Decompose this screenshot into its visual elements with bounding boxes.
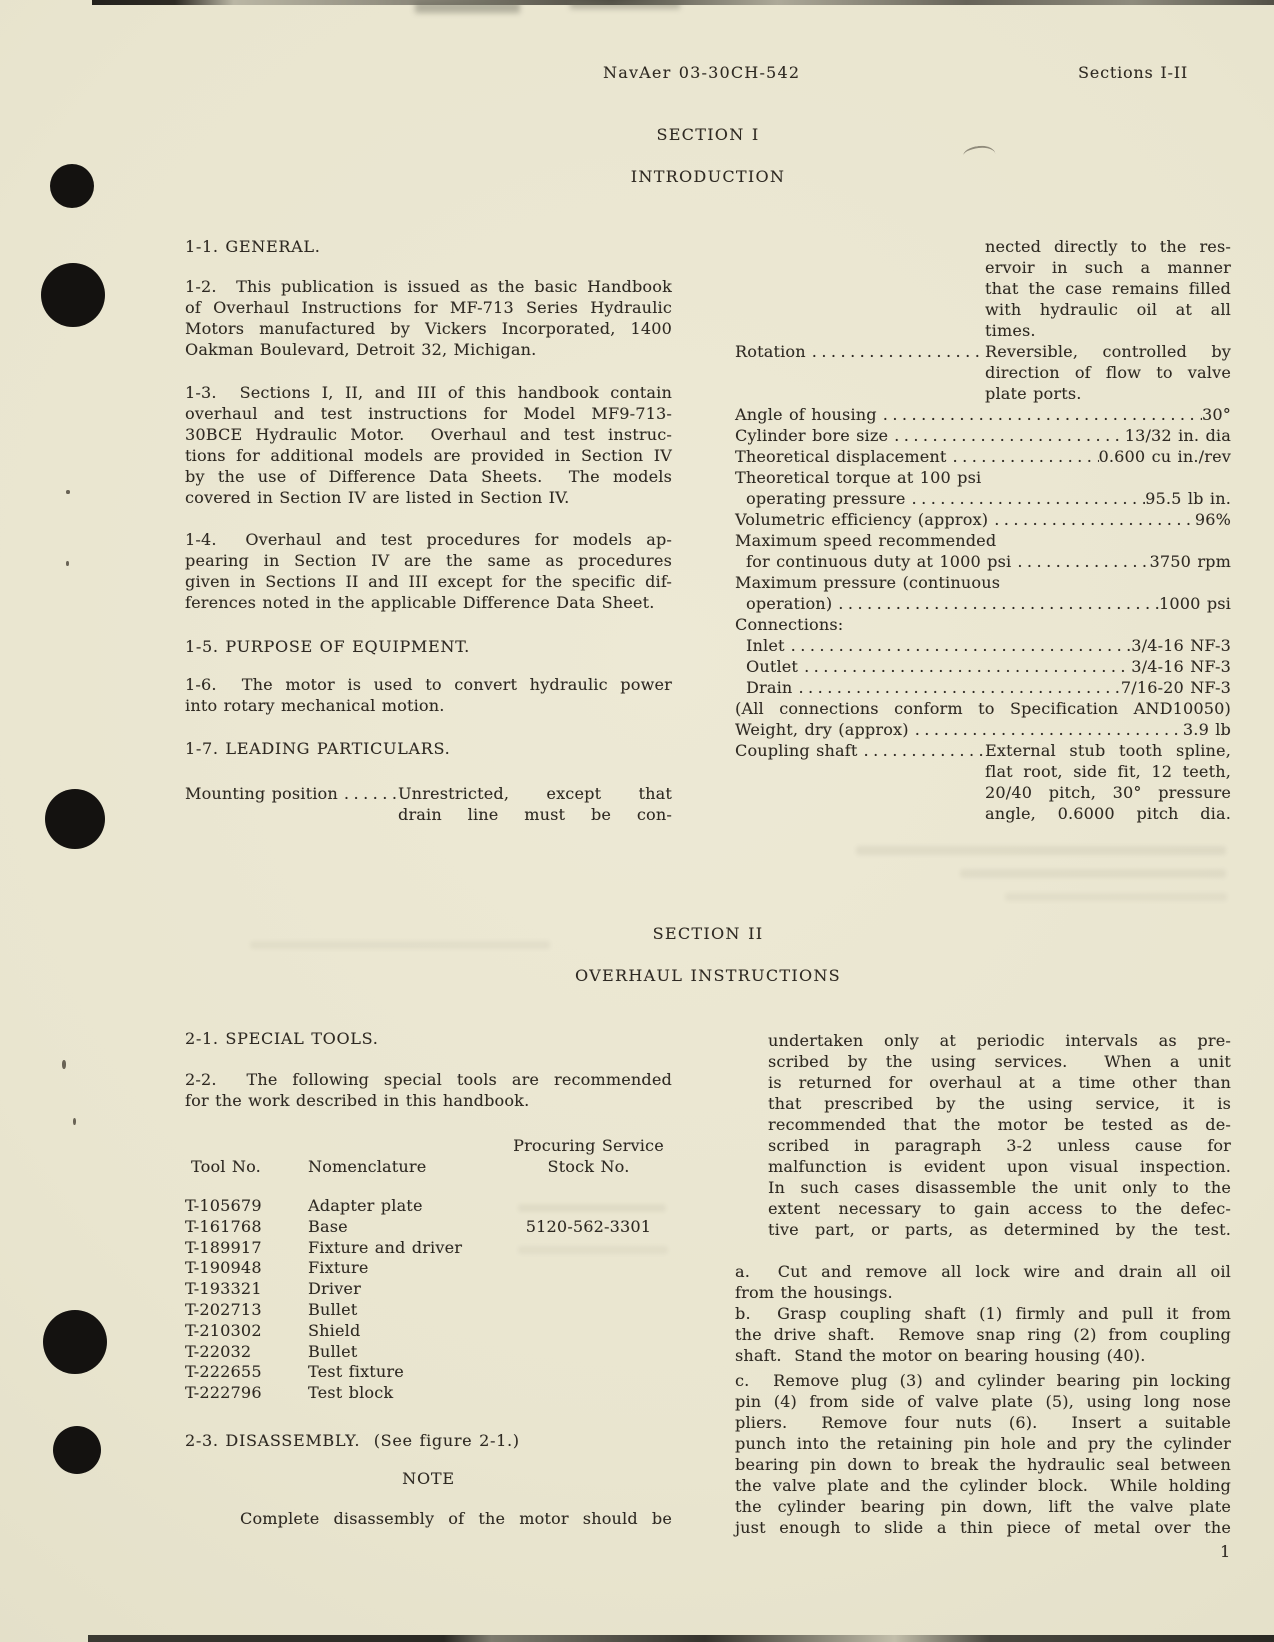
- text-line: scribed by the using services. When a unit: [768, 1052, 1231, 1071]
- text-line: is returned for overhaul at a time other than: [768, 1073, 1231, 1092]
- text-line: angle, 0.6000 pitch dia.: [985, 804, 1231, 823]
- spec-value: 1000 psi: [1159, 594, 1231, 613]
- tool-number-cell: T-222655: [185, 1362, 262, 1382]
- column-header-nomenclature: Nomenclature: [308, 1157, 427, 1176]
- text-line: given in Sections II and III except for the specific dif-: [185, 572, 672, 591]
- paragraph-1-2: [185, 276, 672, 360]
- spec-row: [735, 488, 1231, 509]
- heading-2-1-special-tools: 2-1. SPECIAL TOOLS.: [185, 1029, 379, 1048]
- tool-row: [185, 1196, 672, 1217]
- spec-label: Volumetric efficiency (approx): [735, 510, 989, 529]
- spec-label: Theoretical torque at 100 psi: [735, 468, 982, 487]
- spec-row: [735, 530, 1231, 551]
- scan-smudge: [570, 0, 680, 9]
- stock-number-cell: [505, 1279, 672, 1300]
- text-line: c. Remove plug (3) and cylinder bearing pin locking: [735, 1371, 1231, 1390]
- tool-row: [185, 1383, 672, 1404]
- dot-leader: [858, 740, 986, 761]
- text-line: Reversible, controlled by: [985, 342, 1231, 361]
- tool-row: [185, 1238, 672, 1259]
- text-line: covered in Section IV are listed in Section IV.: [185, 488, 570, 507]
- dot-leader: [888, 425, 1125, 446]
- spec-value: 96%: [1194, 510, 1231, 529]
- text-line: ervoir in such a manner: [985, 258, 1231, 277]
- nomenclature-cell: Fixture: [308, 1258, 369, 1278]
- tool-row: [185, 1217, 672, 1238]
- paragraph-2-2: [185, 1069, 672, 1111]
- spec-label: operation): [746, 594, 833, 613]
- nomenclature-cell: Test block: [308, 1383, 394, 1403]
- spec-row: [735, 572, 1231, 593]
- hole-punch-dot: [45, 789, 105, 849]
- spec-value-block: [985, 740, 1231, 824]
- dot-leader: [909, 719, 1183, 740]
- text-line: that the case remains filled: [985, 279, 1231, 298]
- heading-2-3-disassembly: 2-3. DISASSEMBLY. (See figure 2-1.): [185, 1430, 520, 1450]
- column-header-stock-no: Stock No.: [547, 1157, 630, 1176]
- ink-speck: [66, 490, 70, 494]
- text-line: ferences noted in the applicable Difference Data Sheet.: [185, 593, 655, 612]
- spec-label: Maximum speed recommended: [735, 531, 997, 550]
- spec-row: [735, 656, 1231, 677]
- text-line: the cylinder bearing pin down, lift the valve plate: [735, 1497, 1231, 1516]
- text-line: 1-3. Sections I, II, and III of this handbook contain: [185, 383, 672, 402]
- spec-row: [735, 719, 1231, 740]
- nomenclature-cell: Base: [308, 1216, 348, 1236]
- spec-row: [735, 404, 1231, 425]
- section1-title: SECTION I: [656, 125, 760, 144]
- dot-leader: [988, 509, 1195, 530]
- spec-value: 3/4-16 NF-3: [1131, 657, 1231, 676]
- tool-number-cell: T-202713: [185, 1299, 262, 1319]
- text-line: plate ports.: [985, 384, 1082, 403]
- dot-leader: [877, 404, 1202, 425]
- section2-left-column: [185, 1028, 672, 1529]
- tool-number-cell: T-105679: [185, 1196, 262, 1215]
- page-number: 1: [1220, 1542, 1231, 1561]
- tool-number-cell: T-22032: [185, 1341, 252, 1361]
- scan-smudge: [415, 1, 520, 13]
- text-line: recommended that the motor be tested as de-: [768, 1115, 1231, 1134]
- nomenclature-cell: Fixture and driver: [308, 1237, 463, 1257]
- spec-label: Maximum pressure (continuous: [735, 573, 1001, 592]
- section1-right-column: [735, 236, 1231, 824]
- dot-leader: [832, 593, 1159, 614]
- dot-leader: [798, 656, 1131, 677]
- mounting-continuation: [985, 236, 1231, 341]
- spec-row: [735, 509, 1231, 530]
- doc-number: NavAer 03-30CH-542: [603, 63, 801, 82]
- text-line: Motors manufactured by Vickers Incorporated, 1400: [185, 319, 672, 338]
- stock-number-cell: [505, 1321, 672, 1342]
- text-line: tive part, or parts, as determined by the test.: [768, 1220, 1231, 1239]
- section2-subtitle: OVERHAUL INSTRUCTIONS: [575, 966, 841, 985]
- column-header-tool-no: Tool No.: [191, 1157, 261, 1176]
- heading-1-1-general: 1-1. GENERAL.: [185, 237, 321, 256]
- text-line: times.: [985, 321, 1036, 340]
- text-line: 2-2. The following special tools are recommended: [185, 1070, 672, 1089]
- text-line: that prescribed by the using service, it is: [768, 1094, 1231, 1113]
- tool-row: [185, 1279, 672, 1300]
- table-header-procuring-service: Procuring Service: [513, 1136, 664, 1155]
- spec-label: Theoretical displacement: [735, 447, 947, 466]
- scan-bottom-edge: [88, 1635, 1274, 1642]
- stock-number-cell: 5120-562-3301: [525, 1216, 652, 1236]
- spec-value: 30°: [1202, 405, 1231, 424]
- nomenclature-cell: Test fixture: [308, 1362, 404, 1382]
- sections-label: Sections I-II: [1078, 63, 1188, 82]
- tool-row: [185, 1362, 672, 1383]
- text-line: b. Grasp coupling shaft (1) firmly and pull it from: [735, 1304, 1231, 1323]
- heading-1-5-purpose: 1-5. PURPOSE OF EQUIPMENT.: [185, 637, 470, 656]
- spec-label: Angle of housing: [735, 405, 877, 424]
- hole-punch-dot: [41, 263, 105, 327]
- stock-number-cell: [505, 1362, 672, 1383]
- spec-value: 13/32 in. dia: [1124, 426, 1231, 445]
- mounting-position-entry: [185, 783, 672, 825]
- text-line: 1-4. Overhaul and test procedures for models ap-: [185, 530, 672, 549]
- note-label: NOTE: [402, 1468, 455, 1488]
- paragraph-1-6: [185, 674, 672, 716]
- text-line: drain line must be con-: [398, 805, 672, 824]
- scan-top-edge: [92, 0, 1274, 5]
- spec-row: [735, 551, 1231, 572]
- tool-row: [185, 1300, 672, 1321]
- section2-title: SECTION II: [652, 924, 764, 943]
- stock-number-cell: [505, 1300, 672, 1321]
- spec-label: Cylinder bore size: [735, 426, 889, 445]
- text-line: shaft. Stand the motor on bearing housing (40).: [735, 1346, 1146, 1365]
- stock-number-cell: [505, 1342, 672, 1363]
- bleed-through: [856, 846, 1226, 855]
- spec-value-block: [398, 783, 672, 825]
- text-line: overhaul and test instructions for Model MF9-713-: [185, 404, 672, 423]
- spec-label: Mounting position: [185, 784, 338, 803]
- spec-label: Coupling shaft: [735, 741, 858, 760]
- ink-speck: [73, 1118, 76, 1125]
- rotation-entry: [735, 341, 1231, 404]
- spec-value: 95.5 lb in.: [1145, 489, 1231, 508]
- spec-row: [735, 698, 1231, 719]
- text-line: pliers. Remove four nuts (6). Insert a suitable: [735, 1413, 1231, 1432]
- text-line: of Overhaul Instructions for MF-713 Series Hydraulic: [185, 298, 672, 317]
- tool-number-cell: T-193321: [185, 1279, 262, 1299]
- text-line: tions for additional models are provided in Section IV: [185, 446, 672, 465]
- tools-table-header-row: [185, 1156, 672, 1177]
- nomenclature-cell: Adapter plate: [308, 1196, 423, 1215]
- text-line: just enough to slide a thin piece of metal over the: [735, 1518, 1231, 1537]
- text-line: In such cases disassemble the unit only to the: [768, 1178, 1231, 1197]
- text-line: pin (4) from side of valve plate (5), using long nose: [735, 1392, 1231, 1411]
- tool-number-cell: T-190948: [185, 1258, 262, 1278]
- nomenclature-cell: Bullet: [308, 1341, 358, 1361]
- text-line: pearing in Section IV are the same as procedures: [185, 551, 672, 570]
- spec-row: [735, 425, 1231, 446]
- spec-label: Connections:: [735, 615, 844, 634]
- text-line: direction of flow to valve: [985, 363, 1231, 382]
- dot-leader: [906, 488, 1146, 509]
- text-line: flat root, side fit, 12 teeth,: [985, 762, 1231, 781]
- spec-value: 3.9 lb: [1182, 720, 1231, 739]
- text-line: by the use of Difference Data Sheets. The models: [185, 467, 672, 486]
- tool-number-cell: T-161768: [185, 1216, 262, 1236]
- tool-row: [185, 1258, 672, 1279]
- tool-number-cell: T-189917: [185, 1237, 262, 1257]
- leading-particulars-list: [735, 404, 1231, 740]
- tools-table-body: [185, 1196, 672, 1404]
- stock-number-cell: [505, 1383, 672, 1404]
- note-first-line: Complete disassembly of the motor should be: [240, 1508, 672, 1528]
- text-line: malfunction is evident upon visual inspection.: [768, 1157, 1231, 1176]
- text-line: punch into the retaining pin hole and pry the cylinder: [735, 1434, 1231, 1453]
- spec-row: [735, 677, 1231, 698]
- spec-row: [735, 614, 1231, 635]
- nomenclature-cell: Bullet: [308, 1299, 358, 1319]
- tool-row: [185, 1342, 672, 1363]
- text-line: 1-2. This publication is issued as the basic Handbook: [185, 277, 672, 296]
- spec-value: 7/16-20 NF-3: [1120, 678, 1231, 697]
- nomenclature-cell: Driver: [308, 1279, 361, 1299]
- pen-mark: [962, 144, 995, 159]
- spec-value: 3750 rpm: [1149, 552, 1231, 571]
- text-line: 20/40 pitch, 30° pressure: [985, 783, 1231, 802]
- tool-number-cell: T-210302: [185, 1320, 262, 1340]
- spec-value-block: [985, 341, 1231, 404]
- text-line: from the housings.: [735, 1283, 893, 1302]
- dot-leader: [792, 677, 1120, 698]
- ink-speck: [66, 561, 69, 566]
- section1-subtitle: INTRODUCTION: [630, 167, 786, 186]
- dot-leader: [947, 446, 1099, 467]
- bleed-through: [960, 869, 1226, 878]
- hole-punch-dot: [50, 164, 94, 208]
- text-line: the valve plate and the cylinder block. While holding: [735, 1476, 1231, 1495]
- spec-label: Weight, dry (approx): [735, 720, 909, 739]
- spec-label: (All connections conform to Specification AND10050): [735, 699, 1231, 718]
- spec-row: [735, 593, 1231, 614]
- tool-row: [185, 1321, 672, 1342]
- text-line: the drive shaft. Remove snap ring (2) from coupling: [735, 1325, 1231, 1344]
- text-line: bearing pin down to break the hydraulic seal between: [735, 1455, 1231, 1474]
- text-line: nected directly to the res-: [985, 237, 1231, 256]
- dot-leader: [338, 783, 398, 804]
- spec-value: 0.600 cu in./rev: [1098, 447, 1231, 466]
- dot-leader: [806, 341, 985, 362]
- dot-leader: [1011, 551, 1149, 572]
- paragraph-1-3: [185, 382, 672, 508]
- stock-number-cell: [505, 1238, 672, 1259]
- section2-right-column: [735, 1030, 1231, 1538]
- spec-row: [735, 467, 1231, 488]
- text-line: into rotary mechanical motion.: [185, 696, 445, 715]
- coupling-shaft-entry: [735, 740, 1231, 824]
- spec-label: Inlet: [746, 636, 785, 655]
- heading-1-7-leading-particulars: 1-7. LEADING PARTICULARS.: [185, 739, 451, 758]
- spec-label: for continuous duty at 1000 psi: [746, 552, 1012, 571]
- spec-row: [735, 635, 1231, 656]
- spec-value: 3/4-16 NF-3: [1131, 636, 1231, 655]
- spec-label: operating pressure: [746, 489, 906, 508]
- tool-number-cell: T-222796: [185, 1383, 262, 1403]
- note-continuation: [768, 1030, 1231, 1240]
- step-a: [735, 1261, 1231, 1303]
- spec-label: Outlet: [746, 657, 799, 676]
- bleed-through: [1005, 893, 1227, 901]
- spec-row: [735, 446, 1231, 467]
- stock-number-cell: [505, 1258, 672, 1279]
- dot-leader: [785, 635, 1132, 656]
- stock-number-cell: [505, 1196, 672, 1217]
- step-c: [735, 1370, 1231, 1538]
- hole-punch-dot: [53, 1426, 101, 1474]
- spec-label: Drain: [746, 678, 793, 697]
- section1-left-column: [185, 236, 672, 825]
- ink-speck: [62, 1060, 66, 1069]
- text-line: 30BCE Hydraulic Motor. Overhaul and test instruc-: [185, 425, 672, 444]
- paragraph-1-4: [185, 529, 672, 613]
- text-line: undertaken only at periodic intervals as pre-: [768, 1031, 1231, 1050]
- text-line: a. Cut and remove all lock wire and drain all oil: [735, 1262, 1231, 1281]
- text-line: extent necessary to gain access to the defec-: [768, 1199, 1231, 1218]
- nomenclature-cell: Shield: [308, 1320, 361, 1340]
- text-line: 1-6. The motor is used to convert hydraulic power: [185, 675, 672, 694]
- text-line: for the work described in this handbook.: [185, 1091, 530, 1110]
- text-line: External stub tooth spline,: [985, 741, 1231, 760]
- text-line: scribed in paragraph 3-2 unless cause for: [768, 1136, 1231, 1155]
- hole-punch-dot: [43, 1310, 107, 1374]
- step-b: [735, 1303, 1231, 1366]
- spec-label: Rotation: [735, 342, 806, 361]
- text-line: Oakman Boulevard, Detroit 32, Michigan.: [185, 340, 537, 359]
- text-line: with hydraulic oil at all: [985, 300, 1231, 319]
- text-line: Unrestricted, except that: [398, 784, 672, 803]
